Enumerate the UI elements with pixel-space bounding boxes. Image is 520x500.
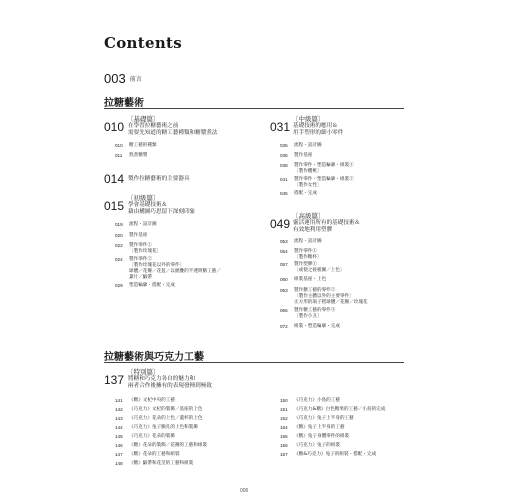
- basic-tag: 〔基礎篇〕: [127, 115, 160, 123]
- entry-title: 《巧克力》文杞的裝飾／基座的上色: [129, 407, 203, 412]
- entry-page: 157: [280, 452, 288, 457]
- entry-title: 《糖》文杞中央的工藝: [129, 398, 175, 403]
- entry-title-line: 〔製作玫瑰花〕: [129, 249, 162, 254]
- special-title-line-1: 將糖和巧克力各自的魅力和: [128, 376, 196, 382]
- entry-page: 141: [115, 398, 123, 403]
- entry-title-line: 組裝・塑造輪廓・完成: [294, 324, 340, 329]
- entry-title-line: 〔製作小丑〕: [294, 314, 322, 319]
- entry-page: 035: [280, 143, 288, 148]
- entry-page: 151: [280, 407, 288, 412]
- entry-title-line: 〔製作櫻桃〕: [294, 169, 322, 174]
- entry-title-line: 製作零件②: [129, 257, 152, 262]
- entry-page: 029: [115, 283, 123, 288]
- page-title: Contents: [104, 34, 183, 52]
- special-title-line-2: 兩者合作後擁有的表現發揮到極致: [128, 383, 212, 389]
- entry-title: [294, 277, 326, 283]
- entry-title-line: 搭配・完成: [294, 191, 317, 196]
- entry-page: 155: [280, 434, 288, 439]
- entry-page: 045: [280, 191, 288, 196]
- section-divider: [104, 108, 404, 109]
- entry-title-line: 製作零件①: [129, 243, 152, 248]
- entry-page: 150: [280, 398, 288, 403]
- entry-title-line: 製作糖工藝的零件③: [294, 308, 336, 313]
- entry-title-line: 〔製作玫瑰花以外的零件〕: [129, 263, 185, 268]
- entry-title: [294, 239, 322, 245]
- entry-title: [294, 262, 345, 274]
- entry-page: 060: [280, 277, 288, 282]
- section-title-sugar-art: 拉糖藝術: [104, 98, 144, 109]
- beginner-title-line-2: 藉由構圖巧思留下深刻印象: [128, 209, 196, 215]
- entry-title: 《糖》緞帶和花莖的工藝和組裝: [129, 461, 194, 466]
- beginner-tag: 〔初級篇〕: [127, 194, 160, 202]
- entry-page: 147: [115, 452, 123, 457]
- entry-title: 《糖&巧克力》兔子的組裝・搭配・完成: [294, 452, 377, 457]
- entry-title: 《巧克力》兔子上半身的工藝: [294, 416, 354, 421]
- entry-title-line: 流程・設計圖: [129, 222, 157, 227]
- entry-title: 《糖》兔子上半身的工藝: [294, 425, 345, 430]
- entry-page: 063: [280, 288, 288, 293]
- preface-entry[interactable]: [104, 68, 142, 87]
- entry-title-line: 製作零件・塑造輪廓・組裝②: [294, 177, 354, 182]
- entry-title-line: 球體／花瓣／花苞／以拋疊的半透明糖工藝／: [129, 269, 221, 274]
- basic-title-line-1: 在學習拉糖藝術之前: [128, 123, 179, 129]
- entry-page: 144: [115, 425, 123, 430]
- entry-title-line: 流程・設計圖: [294, 239, 322, 244]
- beginner-title-line-1: 學會基礎技術＆: [128, 202, 168, 208]
- entry-title: [129, 153, 147, 159]
- entry-title: [294, 288, 368, 306]
- entry-page: 072: [280, 324, 288, 329]
- beginner-page: 015: [104, 199, 125, 213]
- entry-title-line: 製作基座: [129, 233, 148, 238]
- entry-title: [129, 222, 157, 228]
- entry-title-line: 製作基座: [294, 153, 313, 158]
- entry-title-line: 流程・設計圖: [294, 143, 322, 148]
- entry-title: 《糖》花朵的裝飾／花瓣的工藝和組裝: [129, 443, 208, 448]
- entry-title-line: 製作零件①: [294, 249, 317, 254]
- footer-page-number: 006: [240, 488, 249, 494]
- entry-title: [129, 233, 147, 239]
- entry-page: 152: [280, 416, 288, 421]
- intermediate-title-line-2: 用手塑形的細小零件: [293, 130, 344, 136]
- entry-title: 《巧克力》花朵的上色／蓋杯的上色: [129, 416, 203, 421]
- entry-page: 148: [115, 461, 123, 466]
- entry-page: 011: [115, 153, 123, 158]
- entry-page: 057: [280, 262, 288, 267]
- basic-page: 010: [104, 120, 125, 134]
- preface-title: 前言: [129, 76, 142, 83]
- entry-title: [129, 283, 175, 289]
- tools-page: 014: [104, 172, 125, 186]
- intermediate-tag: 〔中級篇〕: [292, 115, 325, 123]
- advanced-tag: 〔高級篇〕: [292, 212, 325, 220]
- entry-title: [294, 191, 317, 197]
- entry-title: [294, 143, 322, 149]
- preface-page: 003: [104, 71, 126, 86]
- entry-title-line: 〔製作糖杯〕: [294, 255, 322, 260]
- entry-page: 038: [280, 163, 288, 168]
- entry-title-line: 葉片／緞帶: [129, 275, 152, 280]
- entry-page: 020: [115, 233, 123, 238]
- entry-page: 143: [115, 416, 123, 421]
- entry-title: [294, 308, 335, 320]
- entry-title: [129, 243, 161, 255]
- entry-title: [129, 143, 157, 149]
- entry-title: [294, 324, 340, 330]
- tools-title: 製作拉糖藝術的主要器具: [128, 176, 190, 182]
- entry-page: 146: [115, 443, 123, 448]
- entry-title-line: 製作零件・塑造輪廓・組裝①: [294, 163, 354, 168]
- entry-title-line: 塑造輪廓・搭配・完成: [129, 283, 175, 288]
- section-title-sugar-chocolate: 拉糖藝術與巧克力工藝: [104, 352, 204, 363]
- entry-title: 《巧克力》小島的工藝: [294, 398, 340, 403]
- entry-title-line: 製作塑膠①: [294, 262, 317, 267]
- entry-page: 041: [280, 177, 288, 182]
- entry-page: 154: [280, 425, 288, 430]
- entry-title-line: 正方形的鴿子糕球體／花瓣／玫瑰花: [294, 300, 368, 305]
- entry-title-line: 糖工藝的種類: [129, 143, 157, 148]
- advanced-page: 049: [270, 217, 291, 231]
- entry-title: 《糖》花朵的工藝和組裝: [129, 452, 180, 457]
- entry-page: 156: [280, 443, 288, 448]
- entry-title-line: 〔製作女性〕: [294, 183, 322, 188]
- entry-title: 《巧克力&糖》白色糖果的工藝／小島的完成: [294, 407, 386, 412]
- entry-page: 022: [115, 243, 123, 248]
- entry-title-line: 組裝基座・上色: [294, 277, 327, 282]
- entry-page: 010: [115, 143, 123, 148]
- entry-title: [129, 257, 221, 281]
- entry-page: 019: [115, 222, 123, 227]
- entry-title-line: 製作糖工藝的零件②: [294, 288, 336, 293]
- advanced-title-line-2: 有效地利用塑膠: [293, 227, 333, 233]
- section-divider-2: [104, 362, 404, 363]
- intermediate-title-line-1: 基礎技術的應用＆: [293, 123, 338, 129]
- entry-title: 《糖》兔子身體零件的組裝: [294, 434, 350, 439]
- entry-title: [294, 177, 354, 189]
- entry-page: 024: [115, 257, 123, 262]
- entry-page: 065: [280, 308, 288, 313]
- special-page: 137: [104, 373, 125, 387]
- entry-page: 145: [115, 434, 123, 439]
- entry-title-line: 〔或使之接板圖／上色〕: [294, 268, 345, 273]
- entry-title-line: 〔製作主體以外的主要零件〕: [294, 294, 354, 299]
- entry-title: 《巧克力》花朵的裝飾: [129, 434, 175, 439]
- advanced-title-line-1: 靈活運用所有的基礎技術＆: [293, 220, 361, 226]
- entry-title: [294, 163, 354, 175]
- entry-title-line: 熬煮糖漿: [129, 153, 148, 158]
- entry-page: 036: [280, 153, 288, 158]
- entry-title: [294, 153, 312, 159]
- entry-title: 《巧克力》兔子的組裝: [294, 443, 340, 448]
- special-tag: 〔特別篇〕: [127, 368, 160, 376]
- basic-title-line-2: 需要先知道的糖工藝種類和糖漿煮法: [128, 130, 218, 136]
- entry-page: 054: [280, 249, 288, 254]
- entry-page: 053: [280, 239, 288, 244]
- intermediate-page: 031: [270, 120, 291, 134]
- entry-page: 142: [115, 407, 123, 412]
- entry-title: 《巧克力》兔子臉孔的上色和裝飾: [129, 425, 198, 430]
- entry-title: [294, 249, 322, 261]
